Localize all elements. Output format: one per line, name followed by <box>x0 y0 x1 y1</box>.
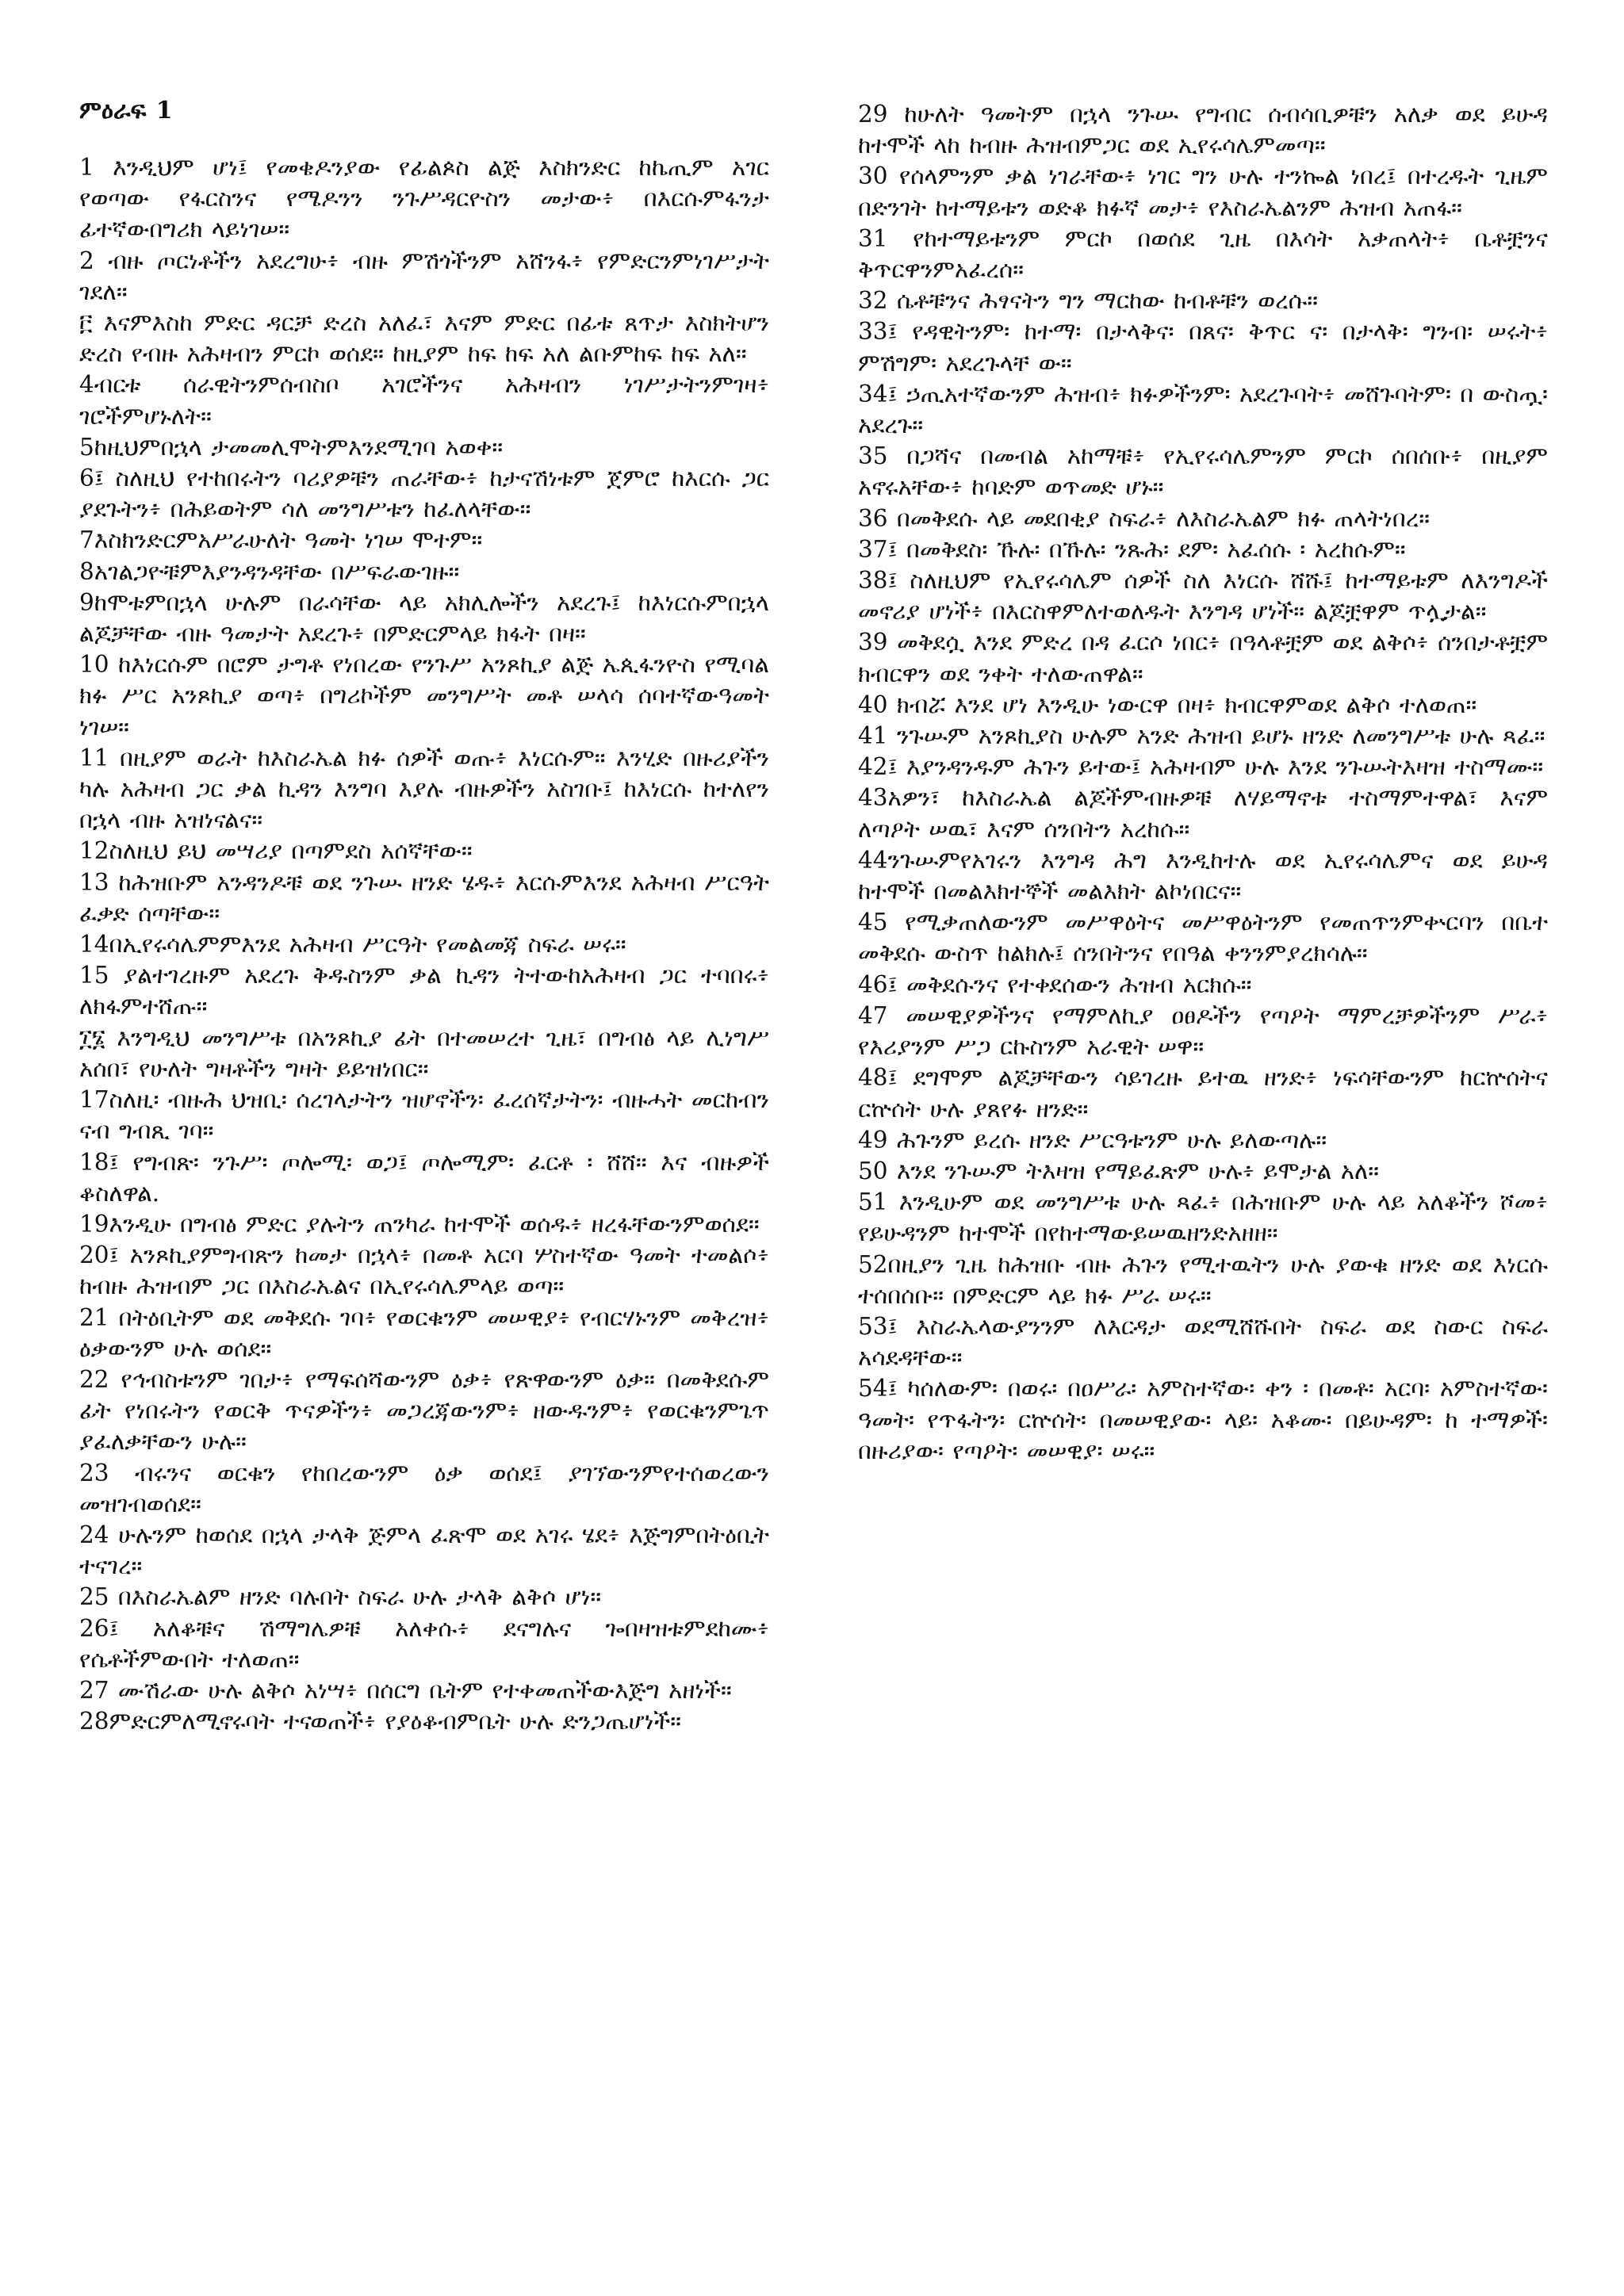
verse-paragraph: 46፤ መቅደሱንና የተቀደሰውን ሕዝብ አርክሱ። <box>858 970 1252 998</box>
verse-paragraph: 50 እንደ ንጉሡም ትእዛዝ የማይፈጽም ሁሉ፥ ይሞታል አለ። <box>858 1157 1380 1184</box>
verse-paragraph: 25 በእስራኤልም ዘንድ ባሉበት ስፍራ ሁሉ ታላቅ ልቅሶ ሆነ። <box>79 1583 602 1611</box>
verse-paragraph: 4ብርቱ ሰራዊትንምሰብስቦ አገሮችንና አሕዛብን ነገሥታትንምገዛ፥ ገሮችምሆኑለት። <box>79 371 769 430</box>
verse-paragraph: 2 ብዙ ጦርነቶችን አደረግሁ፥ ብዙ ምሽጎችንም አሸንፋ፥ የምድርንምነገሥታት ገደለ። <box>79 247 769 305</box>
verse-paragraph: 30 የሰላምንም ቃል ነገራቸው፥ ነገር ግን ሁሉ ተንኰል ነበረ፤ በተረዱት ጊዜም በድንገት ከተማይቱን ወድቆ ክፉኛ መታ፥ የእስራኤልንም ሕዝብ አጠፋ። <box>858 163 1548 221</box>
verse-paragraph: 35 በጋሻና በመብል አከማቹ፥ የኢየሩሳሌምንም ምርኮ ሰበሰቡ፥ በዚያም አኖሩአቸው፥ ከባድም ወጥመድ ሆኑ። <box>858 442 1548 501</box>
verse-paragraph: 32 ሴቶቹንና ሕፃናትን ግን ማርከው ከብቶቹን ወረሱ። <box>858 287 1319 315</box>
verse-paragraph: 13 ከሕዝቡም አንዳንዶቹ ወደ ንጉሡ ዘንድ ሄዱ፥ እርሱምእንደ አሕዛብ ሥርዓት ፈቃድ ሰጣቸው። <box>79 868 769 927</box>
verse-paragraph: 39 መቅደሷ እንደ ምድረ በዳ ፈርሶ ነበር፥ በዓላቶቿም ወደ ልቅሶ፥ ሰንበታቶቿም ክብርዋን ወደ ንቀት ተለውጠዋል። <box>858 629 1548 687</box>
left-verse-list <box>79 152 769 1737</box>
chapter-title: ምዕራፍ 1 <box>79 97 173 124</box>
verse-paragraph: 6፤ ስለዚህ የተከበሩትን ባሪያዎቹን ጠራቸው፥ ከታናሽነቱም ጀምሮ ከእርሱ ጋር ያደጉትን፥ በሕይወትም ሳለ መንግሥቱን ከፈለላቸው። <box>79 465 769 523</box>
verse-paragraph: 10 ከእነርሱም በሮም ታግቶ የነበረው የንጉሥ አንጾኪያ ልጅ ኤጲፋንዮስ የሚባል ክፉ ሥር አንጾኪያ ወጣ፥ በግሪኮችም መንግሥት መቶ ሠላሳ ሰባተኛውዓመት ነገሠ። <box>79 651 769 740</box>
verse-paragraph: 23 ብሩንና ወርቁን የከበረውንም ዕቃ ወሰደ፤ ያገኘውንምየተሰወረውን መዝገብወሰደ። <box>79 1459 769 1517</box>
verse-paragraph: 8አገልጋዮቹምእያንዳንዳቸው በሥፍራውገዙ። <box>79 557 460 585</box>
verse-paragraph: 40 ክብሯ እንደ ሆነ እንዲሁ ነውርዋ በዛ፥ ክብርዋምወደ ልቅሶ ተለወጠ። <box>858 691 1477 718</box>
verse-paragraph: 27 ሙሽራው ሁሉ ልቅሶ አነሣ፥ በሰርግ ቤትም የተቀመጠችውእጅግ አዘነች። <box>79 1676 732 1704</box>
left-column <box>79 95 769 1737</box>
verse-paragraph: 24 ሁሉንም ከወሰደ በኋላ ታላቅ ጅምላ ፈጽሞ ወደ አገሩ ሄደ፥ እጅግምበትዕቢት ተናገረ። <box>79 1521 769 1580</box>
verse-paragraph: 19እንዲሁ በግብፅ ምድር ያሉትን ጠንካራ ከተሞች ወሰዱ፥ ዘረፋቸውንምወሰደ። <box>79 1210 760 1238</box>
verse-paragraph: 54፤ ካሰለውም፡ በወሩ፡ በዐሥራ፡ አምስተኛው፡ ቀን ፡ በመቶ፡ አርባ፡ አምስተኛው፡ ዓመት፡ የጥፋትን፡ ርኵሰት፡ በመሠዊያው፡ ላይ፡ አቆሙ፡ በይሁዳም፡ ከ ተማዎች፡ በዙሪያው፡ የጣዖት፡ መሠዊያ፡ ሠሩ። <box>858 1375 1548 1464</box>
verse-paragraph: 29 ከሁለት ዓመትም በኋላ ንጉሡ የግብር ሰብሳቢዎቹን አለቃ ወደ ይሁዳ ከተሞች ላከ ከብዙ ሕዝብምጋር ወደ ኢየሩሳሌምመጣ። <box>858 101 1548 159</box>
verse-paragraph: 43አዎን፣ ከእስራኤል ልጆችምብዙዎቹ ለሃይማኖቱ ተስማምተዋል፣ እናም ለጣዖት ሠዉ፣ እናም ሰንበትን አረከሱ። <box>858 784 1548 843</box>
verse-paragraph: 51 እንዲሁም ወደ መንግሥቱ ሁሉ ጻፈ፥ በሕዝቡም ሁሉ ላይ አለቆችን ሾመ፥ የይሁዳንም ከተሞች በየከተማውይሠዉዘንድአዘዘ። <box>858 1188 1548 1247</box>
verse-paragraph: 21 በትዕቢትም ወደ መቅደሱ ገባ፥ የወርቁንም መሠዊያ፥ የብርሃኑንም መቅረዝ፥ ዕቃውንም ሁሉ ወሰደ። <box>79 1303 769 1362</box>
verse-paragraph: 53፤ እስራኤላውያንንም ለእርዳታ ወደሚሸሹበት ስፍራ ወደ ስውር ስፍራ አሳደዳቸው። <box>858 1312 1548 1372</box>
verse-paragraph: 9ከሞቱምበኋላ ሁሉም በራሳቸው ላይ አክሊሎችን አደረጉ፤ ከእነርሱምበኋላ ልጆቻቸው ብዙ ዓመታት አደረጉ፥ በምድርምላይ ክፋት በዛ። <box>79 588 769 648</box>
verse-paragraph: 34፤ ኃጢአተኛውንም ሕዝብ፥ ክፉዎችንም፡ አደረጉባት፥ መሸጉባትም፡ በ ውስጧ፡ አደረጉ። <box>858 380 1548 439</box>
verse-paragraph: ፫ እናምእስከ ምድር ዳርቻ ድረስ አለፈ፣ እናም ምድር በፊቱ ጸጥታ እስክትሆን ድረስ የብዙ አሕዛብን ምርኮ ወሰደ። ከዚያም ከፍ ከፍ አለ ልቡምከፍ ከፍ አለ። <box>79 309 769 368</box>
verse-paragraph: 15 ያልተገረዙም አደረጉ ቅዱስንም ቃል ኪዳን ትተውከአሕዛብ ጋር ተባበሩ፥ ለክፋምተሸጡ። <box>79 962 769 1020</box>
verse-paragraph: 22 የኅብስቱንም ገበታ፥ የማፍሰሻውንም ዕቃ፥ የጽዋውንም ዕቃ። በመቅደሱም ፊት የነበሩትን የወርቅ ጥናዎችን፥ መጋረጃውንም፥ ዘውዱንም፥ የወርቁንምጌጥ ያፈለቃቸውን ሁሉ። <box>79 1365 769 1456</box>
verse-paragraph: 48፤ ደግሞም ልጆቻቸውን ሳይገረዙ ይተዉ ዘንድ፥ ነፍሳቸውንም ከርኵሰትና ርኵሰት ሁሉ ያጸየፉ ዘንድ። <box>858 1064 1548 1123</box>
verse-paragraph: 47 መሠዊያዎችንና የማምለኪያ ዐፀዶችን የጣዖት ማምረቻዎችንም ሥራ፥ የእሪያንም ሥጋ ርኩስንም አራዊት ሠዋ። <box>858 1001 1548 1061</box>
verse-paragraph: 38፤ ስለዚህም የኢየሩሳሌም ሰዎች ስለ እነርሱ ሸሹ፤ ከተማይቱም ለእንግዶች መኖሪያ ሆነች፥ በእርስዋምለተወለዱት እንግዳ ሆነች። ልጆቿዋም ጥሏታል። <box>858 567 1548 626</box>
right-column <box>858 99 1548 1467</box>
verse-paragraph: 52በዚያን ጊዜ ከሕዝቡ ብዙ ሕጉን የሚተዉትን ሁሉ ያውቁ ዘንድ ወደ እነርሱ ተሰበሰቡ። በምድርም ላይ ክፉ ሥራ ሠሩ። <box>858 1250 1548 1309</box>
verse-paragraph: 45 የሚቃጠለውንም መሥዋዕትና መሥዋዕትንም የመጠጥንምቍርባን በቤተ መቅደሱ ውስጥ ከልክሉ፤ ሰንበትንና የበዓል ቀንንምያረክሳሉ። <box>858 909 1548 967</box>
verse-paragraph: 42፤ እያንዳንዱም ሕጉን ይተው፤ አሕዛብም ሁሉ እንደ ንጉሡትእዛዝ ተስማሙ። <box>858 753 1544 781</box>
verse-paragraph: 1 እንዲህም ሆነ፤ የመቄዶንያው የፊልጶስ ልጅ እስክንድር ከኬጢም አገር የወጣው የፋርስንና የሜዶንን ንጉሥዳርዮስን መታው፥ በእርሱምፋንታ ፊተኛውበግሪክ ላይነገሠ። <box>79 154 769 243</box>
verse-paragraph: 7እስክንድርምአሥራሁለት ዓመት ነገሠ ሞተም። <box>79 526 483 554</box>
verse-paragraph: 31 የከተማይቱንም ምርኮ በወሰደ ጊዜ በእሳት አቃጠላት፥ ቤቶቿንና ቅጥርዋንምአፈረሰ። <box>858 224 1548 284</box>
verse-paragraph: 44ንጉሡምየአገሩን እንግዳ ሕግ እንዲከተሉ ወደ ኢየሩሳሌምና ወደ ይሁዳ ከተሞች በመልእክተኞች መልእክት ልኮነበርና። <box>858 846 1548 905</box>
verse-paragraph: 11 በዚያም ወራት ከእስራኤል ክፉ ሰዎች ወጡ፥ እነርሱም። እንሂድ በዙሪያችን ካሉ አሕዛብ ጋር ቃል ኪዳን እንግባ እያሉ ብዙዎችን አስገቡ፤ ከእነርሱ ከተለየን በኋላ ብዙ አዝነናልና። <box>79 744 769 834</box>
verse-paragraph: 12ስለዚህ ይህ መሣሪያ በጣምደስ አሰኛቸው። <box>79 837 473 865</box>
verse-paragraph: 17ስለዚ፡ ብዙሕ ህዝቢ፡ ሰረገላታትን ዝሆኖችን፡ ፈረሰኛታትን፡ ብዙሓት መርከብን ናብ ግብጺ ገባ። <box>79 1086 769 1145</box>
verse-paragraph: 5ከዚህምበኋላ ታመመሊሞትምእንደሚገባ አወቀ። <box>79 433 504 461</box>
verse-paragraph: 37፤ በመቅደስ፡ ኹሉ፡ በኹሉ፡ ንጹሕ፡ ደም፡ አፈሰሱ ፡ አረከሱም። <box>858 535 1406 563</box>
verse-paragraph: 33፤ የዳዊትንም፡ ከተማ፡ በታላቅና፡ በጸና፡ ቅጥር ና፡ በታላቅ፡ ግንብ፡ ሠሩት፥ ምሽግም፡ አደረጉላቸ ው። <box>858 318 1548 377</box>
verse-paragraph: 36 በመቅደሱ ላይ መደበቂያ ስፍራ፥ ለእስራኤልም ክፉ ጠላትነበረ። <box>858 504 1431 532</box>
verse-paragraph: 18፤ የግብጽ፡ ንጉሥ፡ ጦሎሚ፡ ወጋ፤ ጦሎሚም፡ ፈርቶ ፡ ሸሸ። እና ብዙዎች ቆስለዋል. <box>79 1148 769 1207</box>
right-verse-list <box>858 99 1548 1467</box>
verse-paragraph: 41 ንጉሡም አንጾኪያስ ሁሉም አንድ ሕዝብ ይሆኑ ዘንድ ለመንግሥቱ ሁሉ ጻፈ። <box>858 722 1545 750</box>
verse-paragraph: 20፤ አንጾኪያምግብጽን ከመታ በኋላ፥ በመቶ አርባ ሦስተኛው ዓመት ተመልሶ፥ ከብዙ ሕዝብም ጋር በእስራኤልና በኢየሩሳሌምላይ ወጣ። <box>79 1242 769 1300</box>
verse-paragraph: 26፤ አለቆቹና ሽማግሌዎቹ አለቀሱ፥ ደናግሉና ጐበዛዝቱምደከሙ፥ የሴቶችምውበት ተለወጠ። <box>79 1614 769 1673</box>
verse-paragraph: 28ምድርምለሚኖሩባት ተናወጠች፥ የያዕቆብምቤት ሁሉ ድንጋጤሆነች። <box>79 1708 682 1735</box>
verse-paragraph: ፲፮ እንግዲህ መንግሥቱ በአንጾኪያ ፊት በተመሠረተ ጊዜ፣ በግብፅ ላይ ሊነግሥ አሰበ፣ የሁለት ግዛቶችን ግዛት ይይዝነበር። <box>79 1024 769 1082</box>
verse-paragraph: 14በኢየሩሳሌምምእንደ አሕዛብ ሥርዓት የመልመጃ ስፍራ ሠሩ። <box>79 931 626 959</box>
verse-paragraph: 49 ሕጉንም ይረሱ ዘንድ ሥርዓቱንም ሁሉ ይለውጣሉ። <box>858 1126 1327 1154</box>
